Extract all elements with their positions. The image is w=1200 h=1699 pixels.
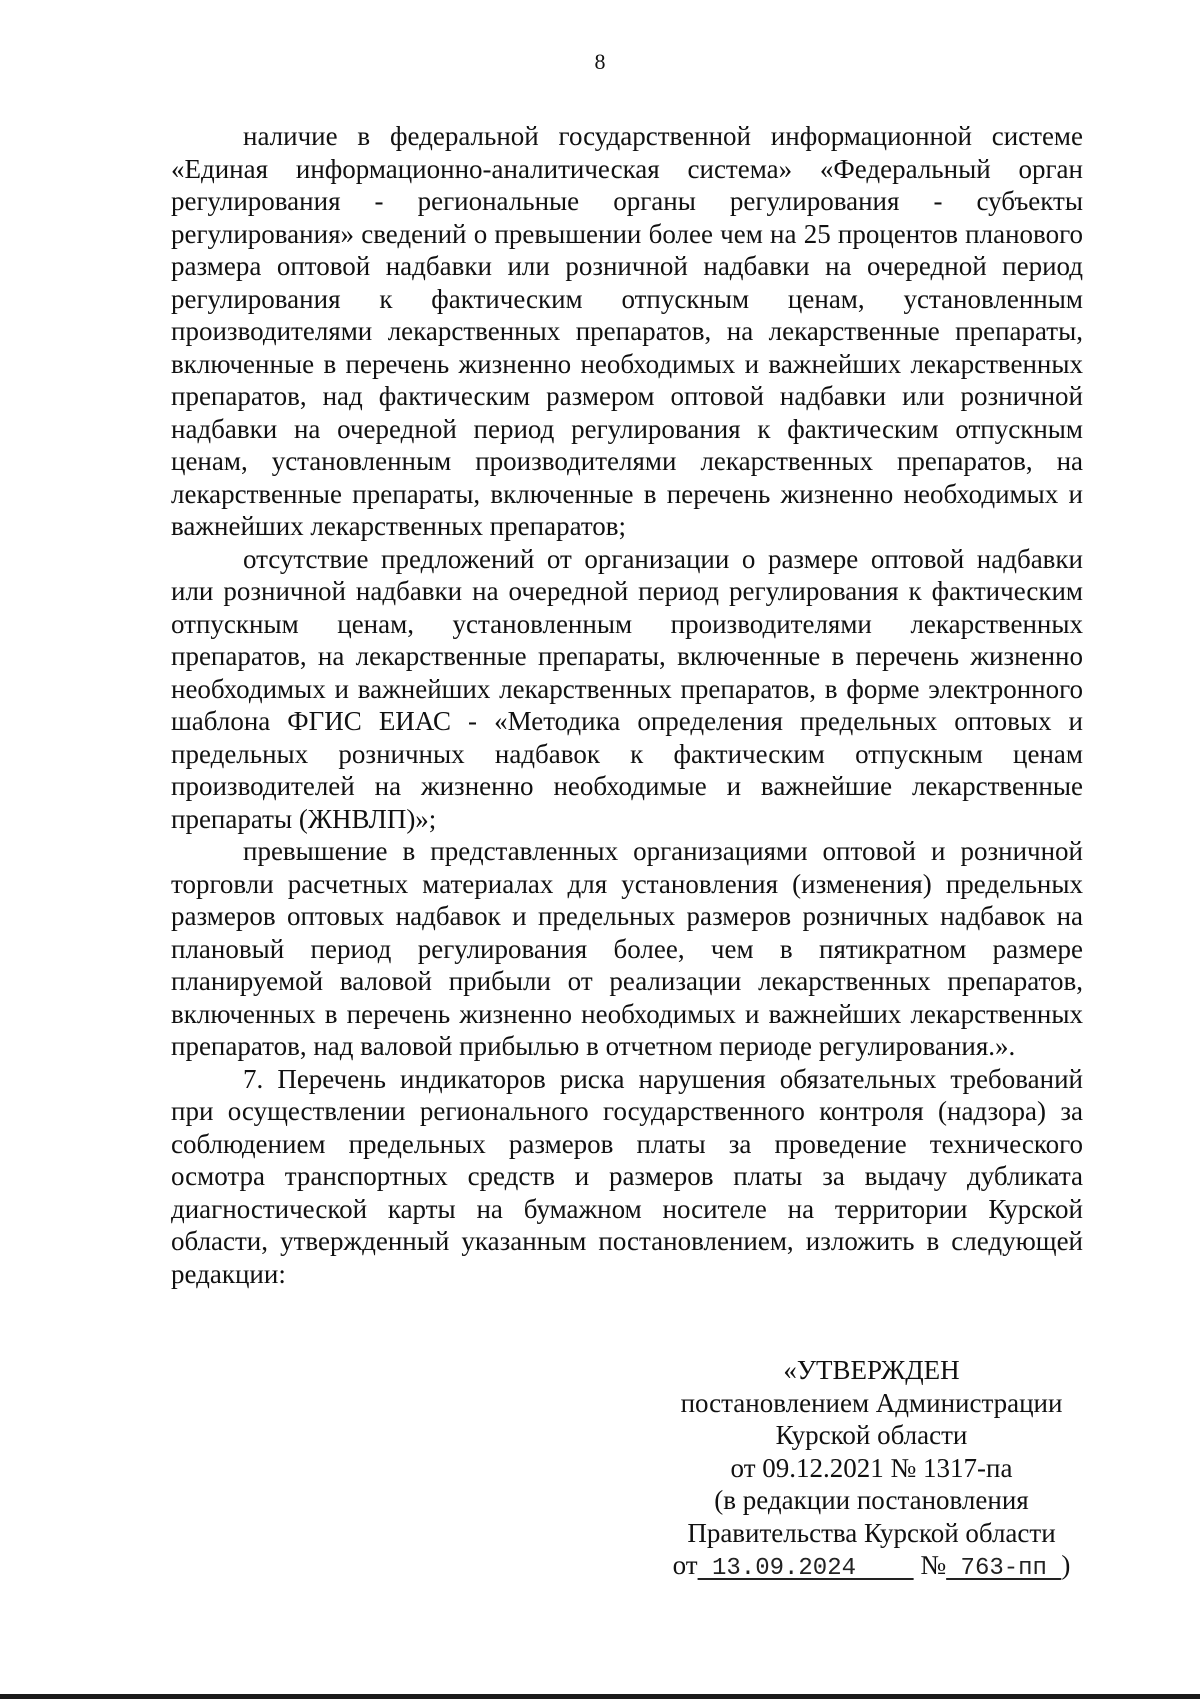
approval-date-number-line <box>660 1549 1083 1586</box>
number-fill: 763-пп <box>946 1555 1062 1582</box>
approval-block <box>660 1354 1083 1586</box>
paragraph-profit-excess: превышение в представленных организациями оптовой и розничной торговли расчетных материалах для установления (изменения) предельных размеров оптовых надбавок и предельных размеров розничных надбавок на плановый период регулирования более, чем в пятикратном размере планируемой валовой прибыли от реализации лекарственных препаратов, включенных в перечень жизненно необходимых и важнейших лекарственных препаратов, над валовой прибылью в отчетном периоде регулирования.». <box>171 836 1083 1061</box>
paragraph-missing-proposals: отсутствие предложений от организации о размере оптовой надбавки или розничной надбавки на очередной период регулирования к фактическим отпускным ценам, установленным производителями лекарственных препаратов, на лекарственные препараты, включенные в перечень жизненно необходимых и важнейших лекарственных препаратов, в форме электронного шаблона ФГИС ЕИАС - «Методика определения предельных оптовых и предельных розничных надбавок к фактическим отпускным ценам производителей на жизненно необходимые и важнейшие лекарственные препараты (ЖНВЛП)»; <box>171 543 1083 834</box>
approval-amending-body: Правительства Курской области <box>687 1517 1056 1548</box>
approval-heading: «УТВЕРЖДЕН <box>783 1355 960 1385</box>
approval-region: Курской области <box>775 1420 968 1450</box>
number-prefix: № <box>920 1550 947 1580</box>
paragraph-item-7: 7. Перечень индикаторов риска нарушения обязательных требований при осуществлении регионального государственного контроля (надзора) за соблюдением предельных размеров платы за проведение технического осмотра транспортных средств и размеров платы за выдачу дубликата диагностической карты на бумажном носителе на территории Курской области, утвержденный указанным постановлением, изложить в следующей редакции: <box>171 1063 1083 1289</box>
approval-issuer: постановлением Администрации <box>680 1387 1063 1418</box>
document-body <box>171 120 1083 1290</box>
page-number: 8 <box>594 49 606 74</box>
scan-bottom-edge <box>0 1694 1200 1699</box>
closing-paren: ) <box>1061 1550 1071 1580</box>
approval-amendment-note: (в редакции постановления <box>714 1485 1029 1515</box>
approval-original-reference: от 09.12.2021 № 1317-па <box>730 1452 1013 1483</box>
paragraph-price-markup-excess: наличие в федеральной государственной информационной системе «Единая информационно-аналитическая система» «Федеральный орган регулирования - региональные органы регулирования - субъекты регулирования» сведений о превышении более чем на 25 процентов планового размера оптовой надбавки или розничной надбавки на очередной период регулирования к фактическим отпускным ценам, установленным производителями лекарственных препаратов, на лекарственные препараты, включенные в перечень жизненно необходимых и важнейших лекарственных препаратов, над фактическим размером оптовой надбавки или розничной надбавки на очередной период регулирования к фактическим отпускным ценам, установленным производителями лекарственных препаратов, на лекарственные препараты, включенные в перечень жизненно необходимых и важнейших лекарственных препаратов; <box>171 121 1083 541</box>
date-fill: 13.09.2024 <box>697 1555 914 1582</box>
date-prefix: от <box>672 1550 698 1580</box>
